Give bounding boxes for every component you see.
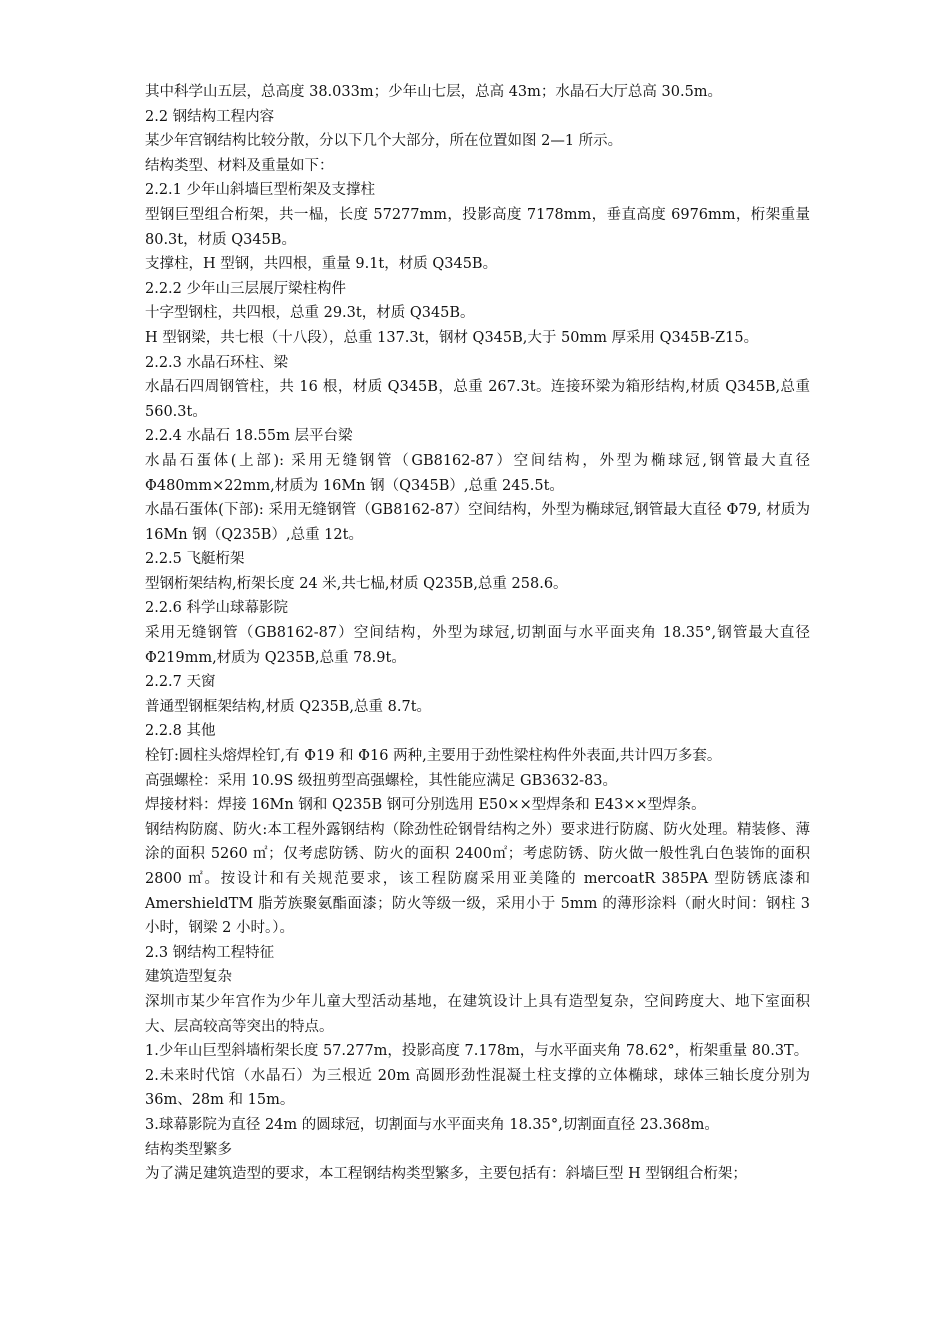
paragraph: 某少年宫钢结构比较分散，分以下几个大部分，所在位置如图 2—1 所示。 xyxy=(145,133,623,150)
section-heading: 2.2.2 少年山三层展厅梁柱构件 xyxy=(145,280,347,297)
paragraph: 深圳市某少年宫作为少年儿童大型活动基地，在建筑设计上具有造型复杂，空间跨度大、地下室面积大、层高较高等突出的特点。 xyxy=(145,993,810,1035)
paragraph: 1.少年山巨型斜墙桁架长度 57.277m，投影高度 7.178m，与水平面夹角 78.62°，桁架重量 80.3T。 xyxy=(145,1043,809,1060)
paragraph: 普通型钢框架结构,材质 Q235B,总重 8.7t。 xyxy=(145,698,432,715)
section-heading: 2.2.6 科学山球幕影院 xyxy=(145,600,289,617)
paragraph: 支撑柱，H 型钢，共四根，重量 9.1t，材质 Q345B。 xyxy=(145,256,498,273)
paragraph: 型钢巨型组合桁架，共一榀，长度 57277mm，投影高度 7178mm，垂直高度 6976mm，桁架重量 80.3t，材质 Q345B。 xyxy=(145,206,810,248)
subheading: 结构类型繁多 xyxy=(145,1141,232,1158)
paragraph: 其中科学山五层，总高度 38.033m；少年山七层，总高 43m；水晶石大厅总高 30.5m。 xyxy=(145,84,723,100)
paragraph: 3.球幕影院为直径 24m 的圆球冠，切割面与水平面夹角 18.35°,切割面直径 23.368m。 xyxy=(145,1116,719,1133)
paragraph: 水晶石四周钢管柱，共 16 根，材质 Q345B，总重 267.3t。连接环梁为箱形结构,材质 Q345B,总重 560.3t。 xyxy=(145,379,810,420)
paragraph: H 型钢梁，共七根（十八段），总重 137.3t，钢材 Q345B,大于 50mm 厚采用 Q345B-Z15。 xyxy=(145,329,759,346)
paragraph: 水晶石蛋体(上部): 采用无缝钢管（GB8162-87）空间结构，外型为椭球冠,钢管最大直径 Φ480mm×22mm,材质为 16Mn 钢（Q345B）,总重 245.5t。 xyxy=(145,452,810,494)
section-heading: 2.3 钢结构工程特征 xyxy=(145,944,275,961)
document-body xyxy=(145,80,810,1187)
paragraph: 栓钉:圆柱头熔焊栓钉,有 Φ19 和 Φ16 两种,主要用于劲性梁柱构件外表面,共计四万多套。 xyxy=(145,748,722,765)
paragraph: 焊接材料：焊接 16Mn 钢和 Q235B 钢可分别选用 E50××型焊条和 E43××型焊条。 xyxy=(145,797,706,814)
section-heading: 2.2.8 其他 xyxy=(145,723,216,740)
section-heading: 2.2.1 少年山斜墙巨型桁架及支撑柱 xyxy=(145,182,376,199)
paragraph: 采用无缝钢管（GB8162-87）空间结构，外型为球冠,切割面与水平面夹角 18.35°,钢管最大直径 Φ219mm,材质为 Q235B,总重 78.9t。 xyxy=(145,625,810,666)
paragraph: 高强螺栓：采用 10.9S 级扭剪型高强螺栓，其性能应满足 GB3632-83。 xyxy=(145,772,618,789)
paragraph: 十字型钢柱，共四根，总重 29.3t，材质 Q345B。 xyxy=(145,305,475,322)
section-heading: 2.2.4 水晶石 18.55m 层平台梁 xyxy=(145,428,353,445)
section-heading: 2.2.5 飞艇桁架 xyxy=(145,551,245,568)
paragraph: 为了满足建筑造型的要求，本工程钢结构类型繁多，主要包括有：斜墙巨型 H 型钢组合桁架； xyxy=(145,1166,747,1183)
paragraph: 型钢桁架结构,桁架长度 24 米,共七榀,材质 Q235B,总重 258.6。 xyxy=(145,575,568,592)
paragraph: 水晶石蛋体(下部): 采用无缝钢管（GB8162-87）空间结构，外型为椭球冠,钢管最大直径 Φ79, 材质为 16Mn 钢（Q235B）,总重 12t。 xyxy=(145,502,810,543)
subheading: 建筑造型复杂 xyxy=(145,969,232,986)
paragraph: 2.未来时代馆（水晶石）为三根近 20m 高圆形劲性混凝土柱支撑的立体椭球，球体三轴长度分别为 36m、28m 和 15m。 xyxy=(145,1067,810,1109)
paragraph: 钢结构防腐、防火:本工程外露钢结构（除劲性砼钢骨结构之外）要求进行防腐、防火处理。精装修、薄涂的面积 5260 ㎡；仅考虑防锈、防火的面积 2400㎡；考虑防锈、防火做一般性乳白色装饰的面积 2800 ㎡。按设计和有关规范要求，该工程防腐采用亚美隆的 mercoatR 385PA 型防锈底漆和 AmershieldTM 脂芳族聚氨酯面漆；防火等级一级，采用小于 5mm 的薄形涂料（耐火时间：钢柱 3 小时，钢梁 2 小时。）。 xyxy=(145,821,810,937)
paragraph: 结构类型、材料及重量如下： xyxy=(145,157,334,174)
section-heading: 2.2 钢结构工程内容 xyxy=(145,108,275,125)
section-heading: 2.2.7 天窗 xyxy=(145,674,216,691)
section-heading: 2.2.3 水晶石环柱、梁 xyxy=(145,354,289,371)
